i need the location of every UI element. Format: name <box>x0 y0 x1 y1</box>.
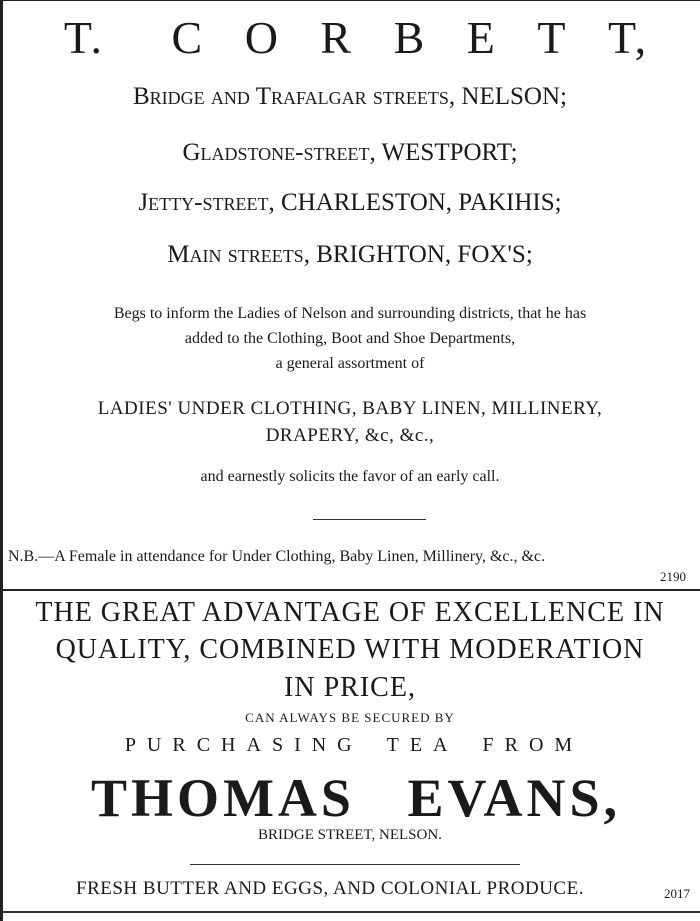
address-line-brighton <box>0 241 700 269</box>
body-text-line: Begs to inform the Ladies of Nelson and surrounding districts, that he has <box>113 305 587 322</box>
body-text-line: added to the Clothing, Boot and Shoe Departments, <box>184 330 516 347</box>
goods-line: LADIES' UNDER CLOTHING, BABY LINEN, MILLINERY, <box>97 398 603 419</box>
address-streets: Main streets, <box>167 241 310 268</box>
address-town: NELSON; <box>461 83 567 110</box>
address-town: WESTPORT; <box>381 139 518 166</box>
ad-reference-number: 2190 <box>660 569 686 584</box>
address-town: BRIGHTON, FOX'S; <box>316 241 533 268</box>
headline-line: IN PRICE, <box>284 672 416 703</box>
short-divider <box>313 519 426 520</box>
secured-by-line: CAN ALWAYS BE SECURED BY <box>245 710 455 725</box>
top-rule <box>0 0 700 1</box>
corbett-heading: T. C O R B E T T, <box>63 12 649 63</box>
address-line-charleston <box>0 189 700 217</box>
evans-heading: THOMAS EVANS, <box>90 768 622 828</box>
nb-note: N.B.—A Female in attendance for Under Clothing, Baby Linen, Millinery, &c., &c. <box>8 548 546 565</box>
ad-reference-number: 2017 <box>664 886 690 901</box>
address-line-westport <box>0 139 700 167</box>
body-text-line: a general assortment of <box>275 355 425 372</box>
address-streets: Jetty-street, <box>138 189 275 216</box>
bottom-rule <box>3 911 700 913</box>
purchasing-tea-line: P U R C H A S I N G T E A F R O M <box>124 734 576 756</box>
short-divider <box>190 864 520 865</box>
headline-line: THE GREAT ADVANTAGE OF EXCELLENCE IN <box>35 597 665 628</box>
goods-line: DRAPERY, &c, &c., <box>265 425 435 446</box>
evans-address: BRIDGE STREET, NELSON. <box>258 827 442 843</box>
address-streets: Bridge and Trafalgar streets, <box>133 83 456 110</box>
produce-footer: FRESH BUTTER AND EGGS, AND COLONIAL PRODUCE. <box>76 878 584 899</box>
address-streets: Gladstone-street, <box>182 139 376 166</box>
address-town: CHARLESTON, PAKIHIS; <box>280 189 562 216</box>
ad-separator <box>3 589 700 591</box>
headline-line: QUALITY, COMBINED WITH MODERATION <box>55 634 645 665</box>
closing-line: and earnestly solicits the favor of an early call. <box>200 468 500 485</box>
address-line-nelson <box>0 83 700 111</box>
